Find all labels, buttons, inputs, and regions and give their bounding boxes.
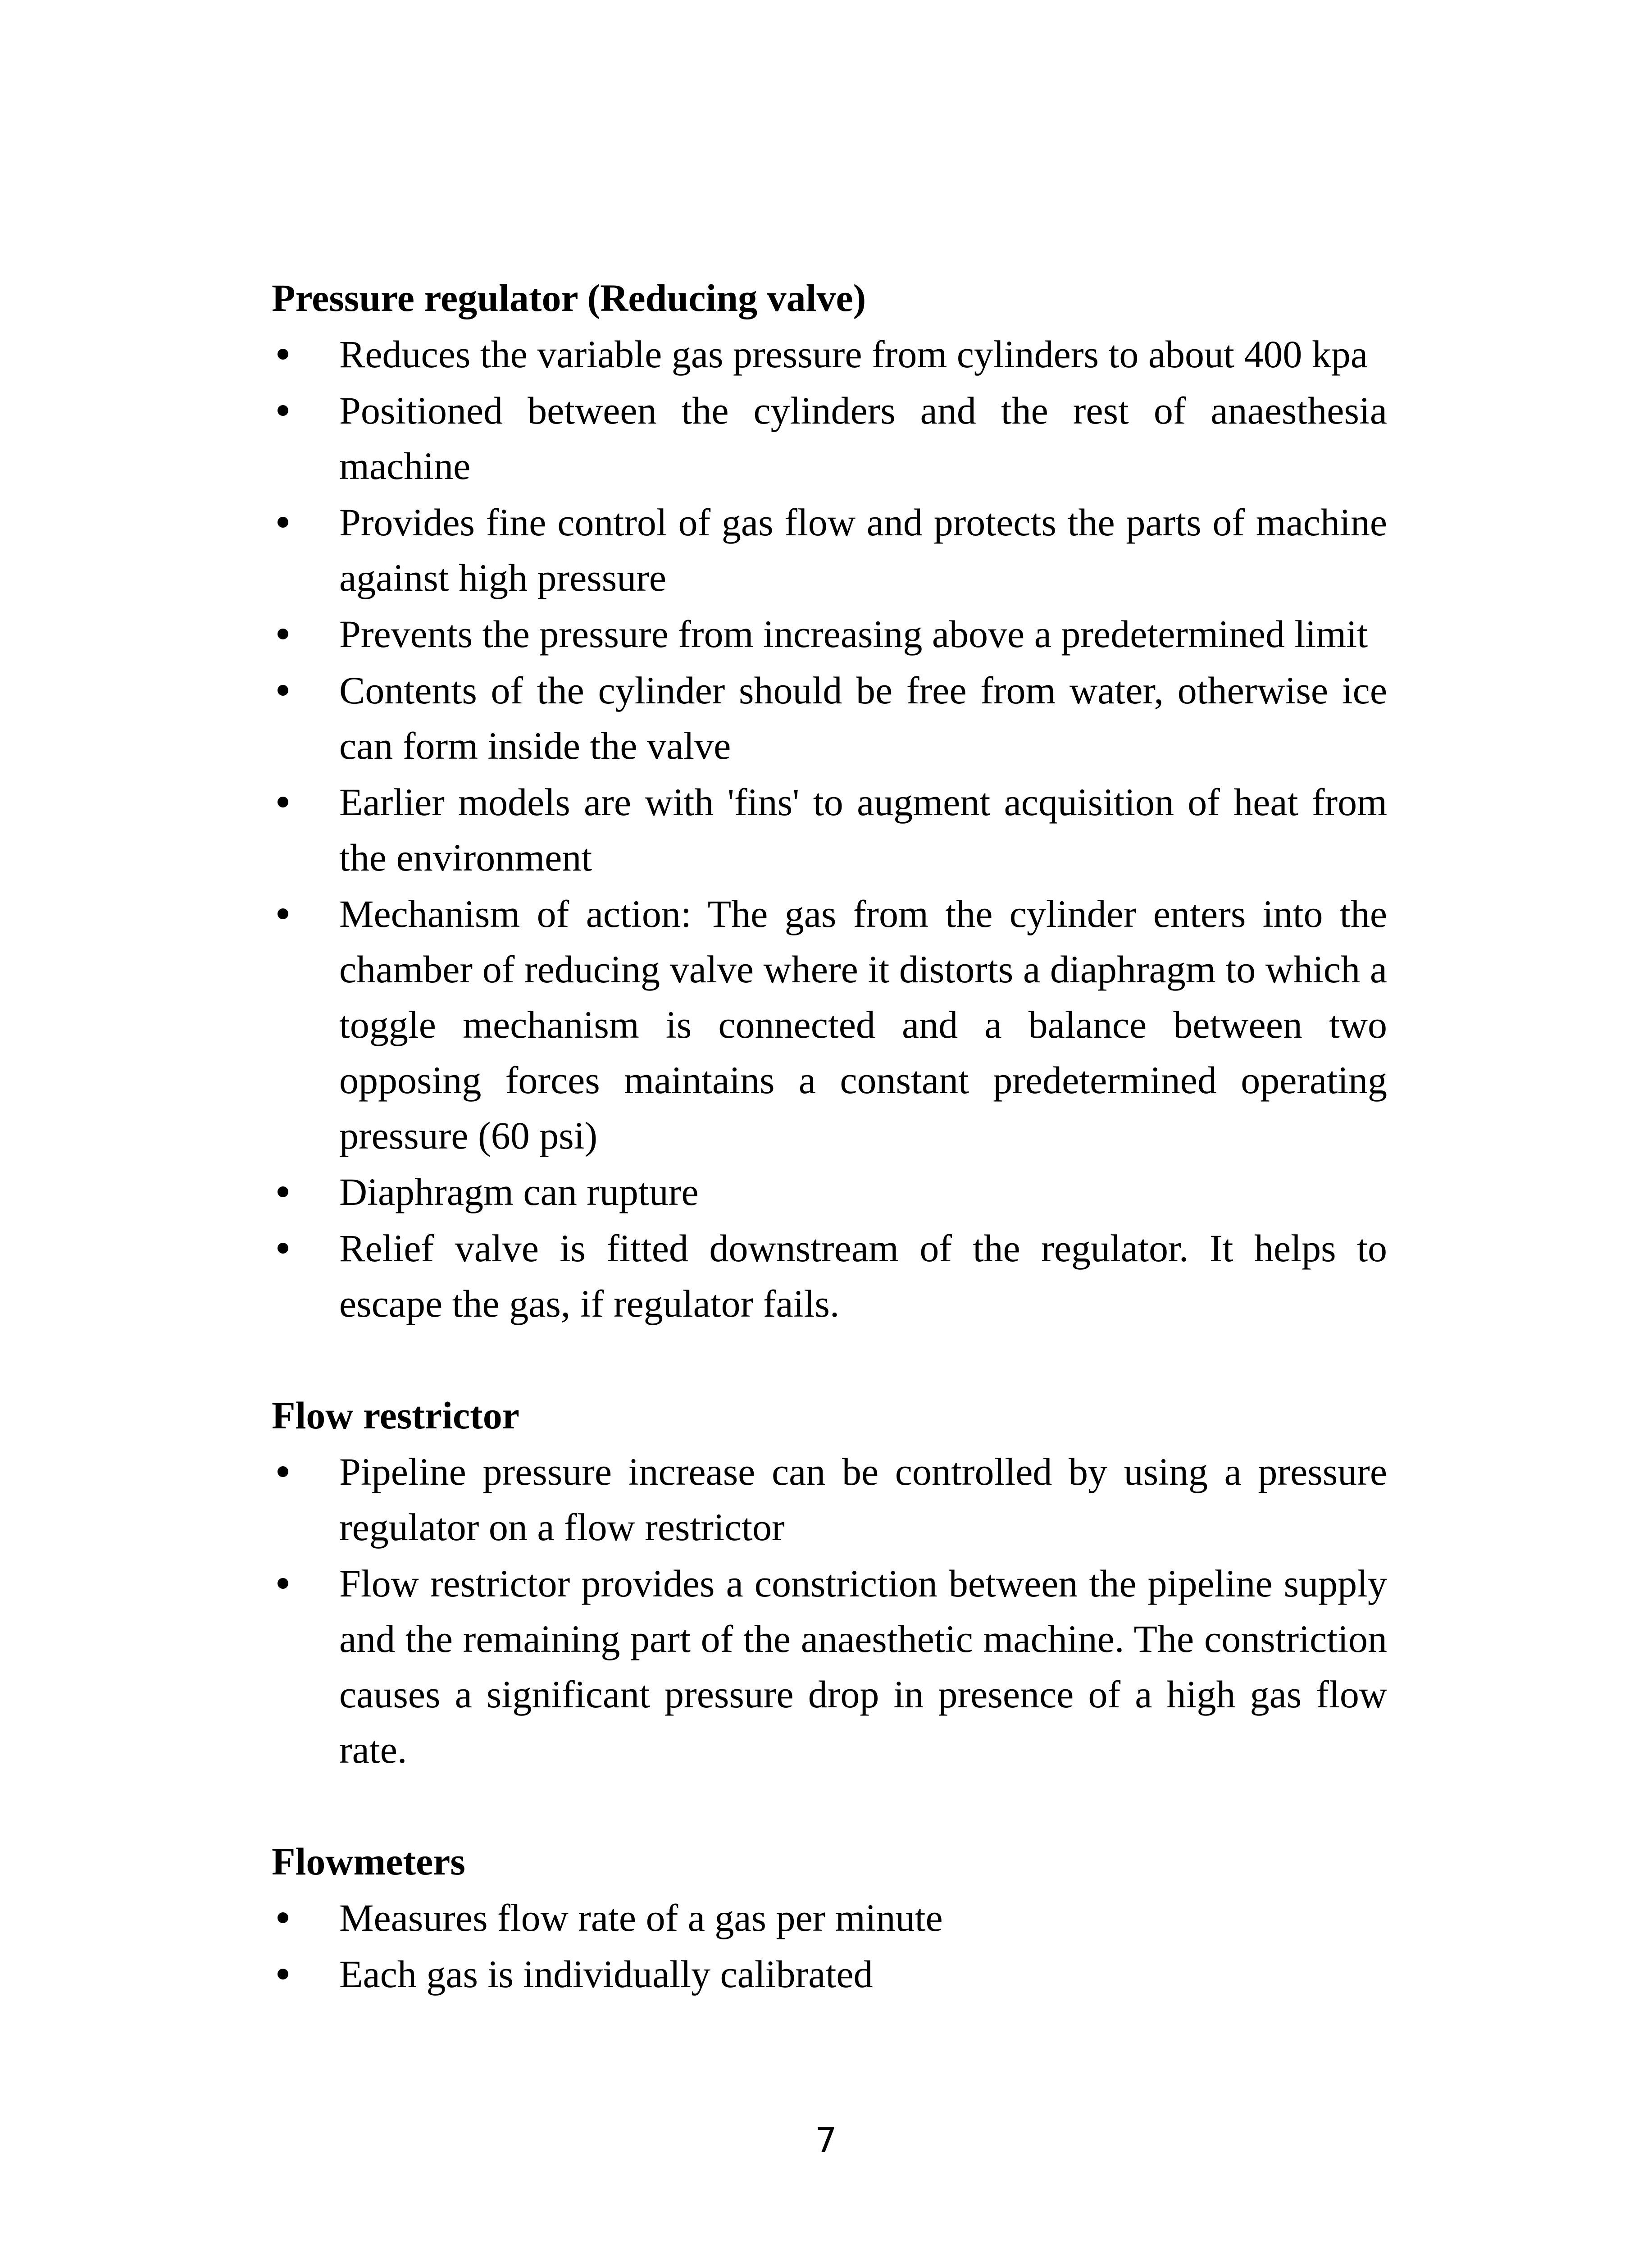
list-item: Contents of the cylinder should be free from water, otherwise ice can form inside the valve	[272, 663, 1387, 774]
page-content	[272, 270, 1387, 2002]
list-item: Reduces the variable gas pressure from cylinders to about 400 kpa	[272, 327, 1387, 382]
list-item: Prevents the pressure from increasing above a predetermined limit	[272, 607, 1387, 662]
list-item: Relief valve is fitted downstream of the regulator. It helps to escape the gas, if regulator fails.	[272, 1221, 1387, 1332]
section-heading: Flow restrictor	[272, 1394, 519, 1437]
list-item: Pipeline pressure increase can be controlled by using a pressure regulator on a flow restrictor	[272, 1444, 1387, 1555]
bullet-list	[272, 1444, 1387, 1778]
list-item: Provides fine control of gas flow and protects the parts of machine against high pressure	[272, 495, 1387, 606]
bullet-list	[272, 327, 1387, 1332]
list-item: Positioned between the cylinders and the rest of anaesthesia machine	[272, 383, 1387, 494]
list-item: Measures flow rate of a gas per minute	[272, 1890, 1387, 1946]
list-item: Flow restrictor provides a constriction between the pipeline supply and the remaining part of the anaesthetic machine. The constriction causes a significant pressure drop in presence of a high gas flow rate.	[272, 1556, 1387, 1778]
list-item: Diaphragm can rupture	[272, 1164, 1387, 1220]
bullet-list	[272, 1890, 1387, 2002]
list-item: Earlier models are with 'fins' to augment acquisition of heat from the environment	[272, 775, 1387, 885]
list-item: Each gas is individually calibrated	[272, 1947, 1387, 2002]
section-heading: Pressure regulator (Reducing valve)	[272, 276, 866, 319]
section-heading: Flowmeters	[272, 1840, 465, 1883]
section-flow-restrictor	[272, 1388, 1387, 1778]
page-number: 7	[815, 2120, 837, 2160]
list-item: Mechanism of action: The gas from the cylinder enters into the chamber of reducing valve where it distorts a diaphragm to which a toggle mechanism is connected and a balance between two opposing forces maintains a constant predetermined operating pressure (60 psi)	[272, 886, 1387, 1163]
section-flowmeters	[272, 1834, 1387, 2002]
section-pressure-regulator	[272, 270, 1387, 1332]
